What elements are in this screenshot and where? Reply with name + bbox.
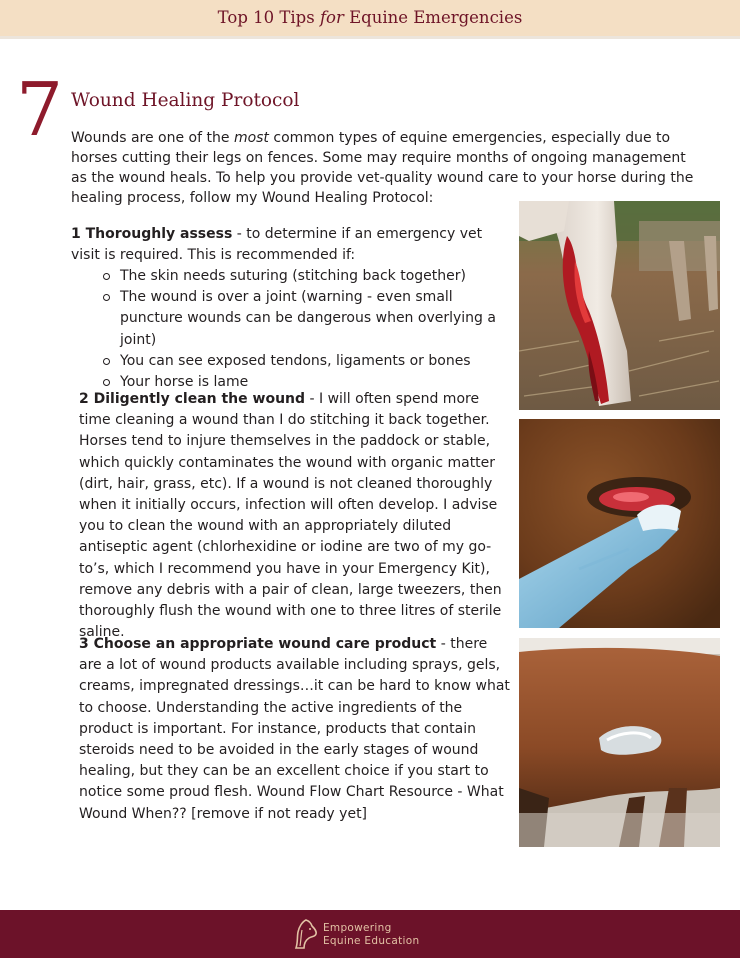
step-clean (79, 389, 511, 643)
step-body: - I will often spend more time cleaning a wound than I do stitching it back together. Horses tend to injure themselves in the paddock or stable, which quickly contaminates the wound with organic matter (dirt, hair, grass, etc). If a wound is not cleaned thoroughly when it initially occurs, infection will often develop. I advise you to clean the wound with an appropriately diluted antiseptic agent (chlorhexidine or iodine are two of my go-to’s, which I recommend you have in your Emergency Kit), remove any debris with a pair of clean, large tweezers, then thoroughly flush the wound with one to three litres of sterile saline. (79, 391, 502, 641)
intro-text-end: common types of equine emergencies, especially due to horses cutting their legs on fences. Some may require months of ongoing management as the wound heals. To help you provide vet-quality wound care to your horse during the healing process, follow my Wound Healing Protocol: (71, 130, 694, 206)
list-item: Your horse is lame (100, 372, 515, 393)
header-title-italic: for (319, 8, 344, 27)
step-heading: 3 Choose an appropriate wound care product (79, 636, 437, 652)
assess-criteria-list (100, 266, 515, 393)
step-heading: 1 Thoroughly assess (71, 226, 233, 242)
page-footer (0, 910, 740, 958)
footer-brand-line2: Equine Education (323, 934, 420, 947)
intro-emphasis: most (233, 130, 269, 146)
tip-number: 7 (16, 67, 64, 153)
horse-head-logo-icon (292, 918, 318, 950)
step-heading: 2 Diligently clean the wound (79, 391, 306, 407)
list-item: You can see exposed tendons, ligaments or bones (100, 351, 515, 372)
leg-wound-photo (519, 201, 720, 410)
wound-product-photo (519, 638, 720, 847)
header-title (218, 8, 523, 27)
header-title-text-end: Equine Emergencies (343, 8, 523, 27)
step-body: - there are a lot of wound products available including sprays, gels, creams, impregnated dressings…it can be hard to know what to choose. Understanding the active ingredients of the product is important. For instance, products that contain steroids need to be avoided in the early stages of wound healing, but they can be an excellent choice if you start to notice some proud flesh. Wound Flow Chart Resource - What Wound When?? [remove if not ready yet] (79, 636, 510, 822)
section-title: Wound Healing Protocol (71, 90, 300, 111)
header-title-text: Top 10 Tips (217, 8, 320, 27)
step-product (79, 634, 511, 825)
list-item: The skin needs suturing (stitching back together) (100, 266, 515, 287)
list-item: The wound is over a joint (warning - even small puncture wounds can be dangerous when overlying a joint) (100, 287, 515, 351)
intro-paragraph (71, 128, 701, 208)
intro-text: Wounds are one of the (71, 130, 234, 146)
wound-cleaning-photo (519, 419, 720, 628)
step-body: - to determine if an emergency vet visit is required. This is recommended if: (71, 226, 483, 264)
footer-brand (323, 922, 419, 947)
page-header (0, 0, 740, 39)
step-assess (71, 224, 511, 266)
footer-brand-line1: Empowering (323, 922, 392, 934)
